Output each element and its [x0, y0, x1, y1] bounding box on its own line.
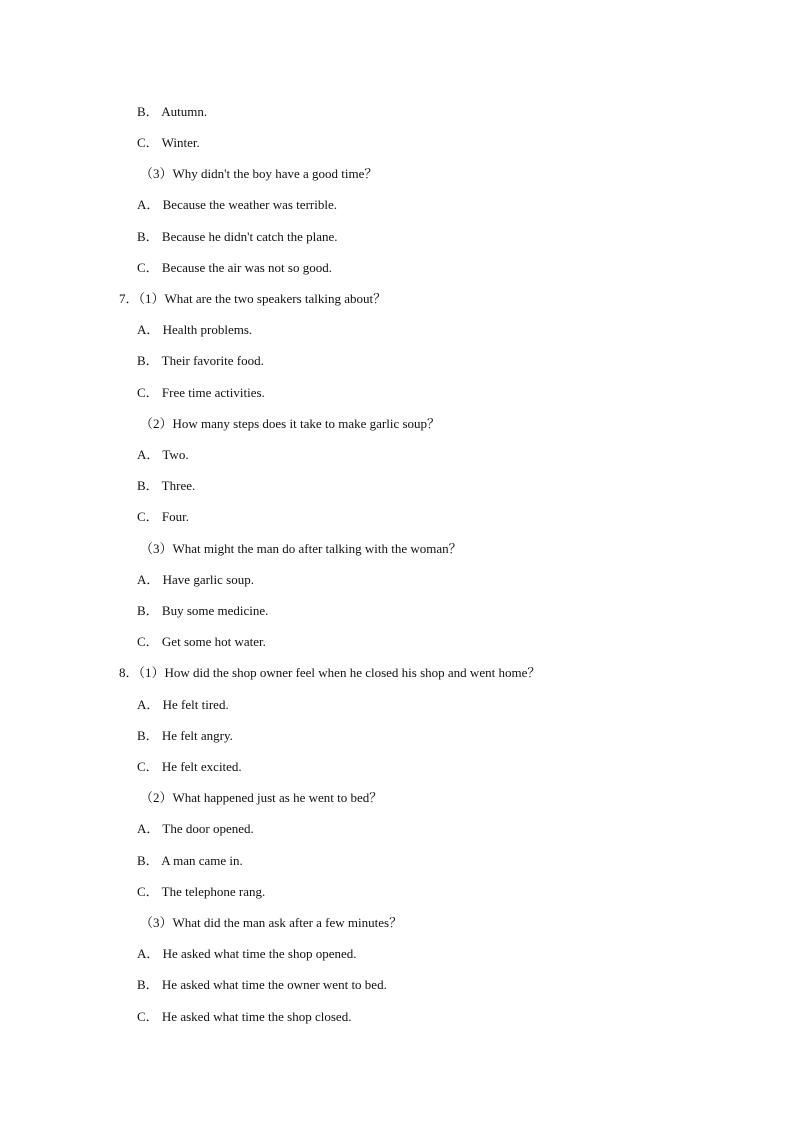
sub-question-line: （2）What happened just as he went to bed？	[140, 790, 383, 805]
option-c-line: C． Winter.	[137, 135, 200, 150]
option-c-line: C． Four.	[137, 509, 190, 524]
option-a-line: A． Have garlic soup.	[137, 572, 254, 587]
option-a-line: A． He asked what time the shop opened.	[137, 946, 357, 961]
option-b-line: B． Buy some medicine.	[137, 603, 269, 618]
option-b-line: B． Three.	[137, 478, 196, 493]
question-7-line: 7．（1）What are the two speakers talking about？	[119, 291, 387, 306]
option-a-line: A． He felt tired.	[137, 697, 229, 712]
option-b-line: B． A man came in.	[137, 853, 243, 868]
option-a-line: A． Health problems.	[137, 322, 253, 337]
option-b-line: B． He felt angry.	[137, 728, 233, 743]
sub-question-line: （2）How many steps does it take to make garlic soup？	[140, 416, 441, 431]
question-8-line: 8．（1）How did the shop owner feel when he closed his shop and went home？	[119, 665, 541, 680]
option-a-line: A． Two.	[137, 447, 189, 462]
sub-question-line: （3）What did the man ask after a few minutes？	[140, 915, 403, 930]
option-c-line: C． The telephone rang.	[137, 884, 266, 899]
option-c-line: C． Get some hot water.	[137, 634, 266, 649]
sub-question-line: （3）What might the man do after talking with the woman？	[140, 541, 462, 556]
option-a-line: A． Because the weather was terrible.	[137, 197, 337, 212]
option-c-line: C． He felt excited.	[137, 759, 242, 774]
option-a-line: A． The door opened.	[137, 821, 254, 836]
option-b-line: B． He asked what time the owner went to bed.	[137, 977, 387, 992]
option-b-line: B． Their favorite food.	[137, 353, 264, 368]
option-c-line: C． Because the air was not so good.	[137, 260, 332, 275]
option-b-line: B． Autumn.	[137, 104, 208, 119]
option-c-line: C． He asked what time the shop closed.	[137, 1009, 352, 1024]
option-b-line: B． Because he didn't catch the plane.	[137, 229, 338, 244]
option-c-line: C． Free time activities.	[137, 385, 265, 400]
sub-question-line: （3）Why didn't the boy have a good time？	[140, 166, 378, 181]
